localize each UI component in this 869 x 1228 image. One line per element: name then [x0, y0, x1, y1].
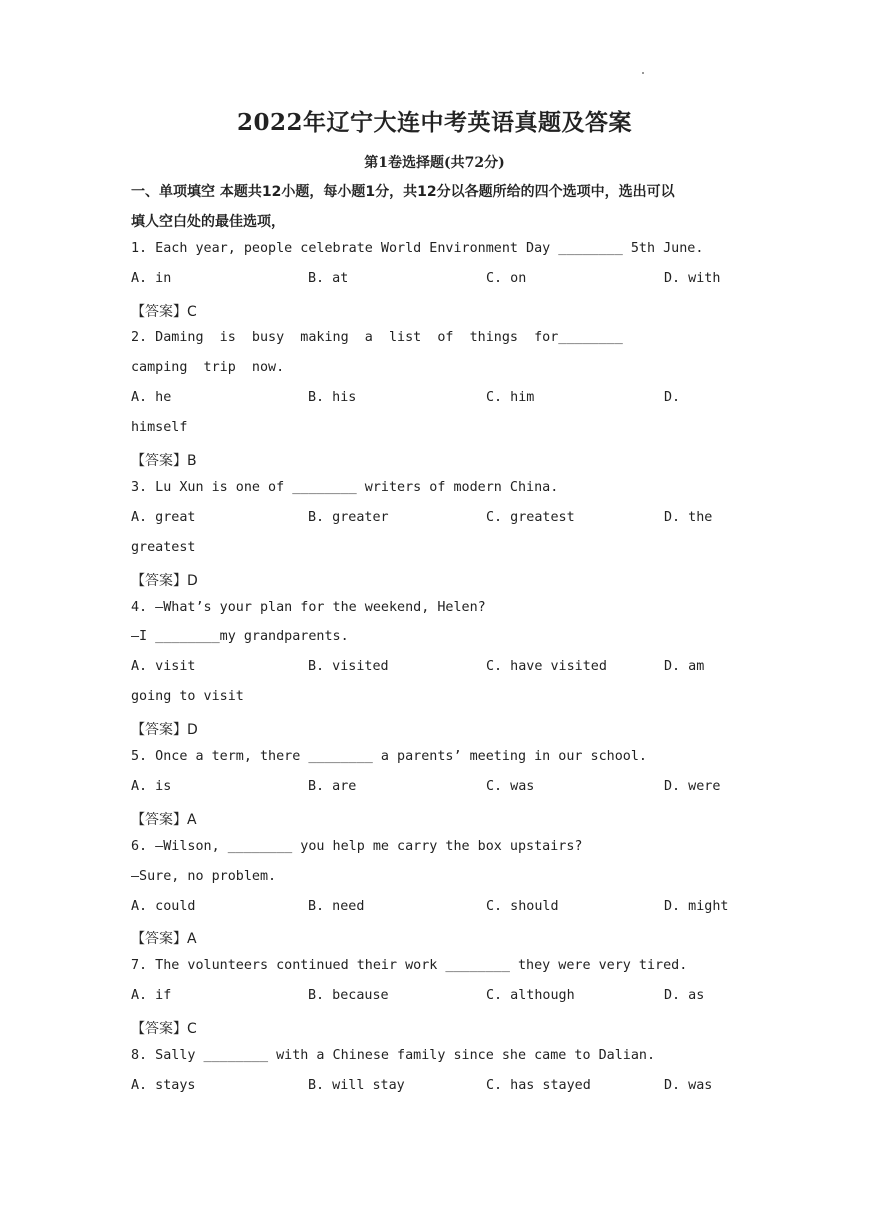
option-c: C. was [486, 779, 535, 794]
option-c: C. although [486, 988, 575, 1003]
answer-key: 【答案】A [131, 931, 197, 947]
option-c: C. on [486, 271, 527, 286]
page-dot [642, 72, 644, 74]
option-b: B. because [308, 988, 389, 1003]
option-b: B. are [308, 779, 357, 794]
option-b: B. his [308, 390, 357, 405]
question-stem: camping trip now. [131, 360, 285, 375]
answer-key: 【答案】D [131, 573, 198, 589]
instruction-line: 填人空白处的最佳选项， [131, 214, 285, 230]
option-a: A. is [131, 779, 172, 794]
answer-key: 【答案】C [131, 1021, 197, 1037]
question-stem: 3. Lu Xun is one of ________ writers of modern China. [131, 480, 559, 495]
option-c: C. have visited [486, 659, 607, 674]
question-stem: 2. Daming is busy making a list of things for________ [131, 330, 623, 345]
instruction-line: 一、单项填空 本题共12小题，每小题1分，共12分以各题所给的四个选项中，选出可以 [131, 184, 675, 200]
page-title: 2022年辽宁大连中考英语真题及答案 [236, 109, 632, 136]
option-d: D. was [664, 1078, 713, 1093]
question-stem: 5. Once a term, there ________ a parents’ meeting in our school. [131, 749, 647, 764]
option-a: A. stays [131, 1078, 196, 1093]
option-continuation: himself [131, 420, 188, 435]
answer-key: 【答案】D [131, 722, 198, 738]
option-d: D. the [664, 510, 713, 525]
answer-key: 【答案】A [131, 812, 197, 828]
option-a: A. if [131, 988, 172, 1003]
option-b: B. visited [308, 659, 389, 674]
option-a: A. visit [131, 659, 196, 674]
option-d: D. am [664, 659, 705, 674]
question-stem: 7. The volunteers continued their work ________ they were very tired. [131, 958, 688, 973]
option-c: C. should [486, 899, 559, 914]
question-stem: 6. —Wilson, ________ you help me carry the box upstairs? [131, 839, 583, 854]
option-continuation: going to visit [131, 689, 244, 704]
option-d: D. were [664, 779, 721, 794]
answer-key: 【答案】B [131, 453, 197, 469]
question-stem: —Sure, no problem. [131, 869, 277, 884]
option-b: B. will stay [308, 1078, 405, 1093]
option-a: A. great [131, 510, 196, 525]
answer-key: 【答案】C [131, 304, 197, 320]
option-c: C. greatest [486, 510, 575, 525]
option-d: D. with [664, 271, 721, 286]
option-d: D. [664, 390, 681, 405]
question-stem: 8. Sally ________ with a Chinese family since she came to Dalian. [131, 1048, 656, 1063]
option-a: A. could [131, 899, 196, 914]
option-a: A. he [131, 390, 172, 405]
question-stem: 1. Each year, people celebrate World Environment Day ________ 5th June. [131, 241, 704, 256]
option-b: B. need [308, 899, 365, 914]
option-b: B. at [308, 271, 349, 286]
option-d: D. as [664, 988, 705, 1003]
option-c: C. has stayed [486, 1078, 591, 1093]
question-stem: 4. —What’s your plan for the weekend, Helen? [131, 600, 486, 615]
option-continuation: greatest [131, 540, 196, 555]
option-b: B. greater [308, 510, 389, 525]
option-c: C. him [486, 390, 535, 405]
section-subtitle: 第1卷选择题(共72分) [364, 155, 505, 171]
option-d: D. might [664, 899, 729, 914]
option-a: A. in [131, 271, 172, 286]
question-stem: —I ________my grandparents. [131, 629, 349, 644]
